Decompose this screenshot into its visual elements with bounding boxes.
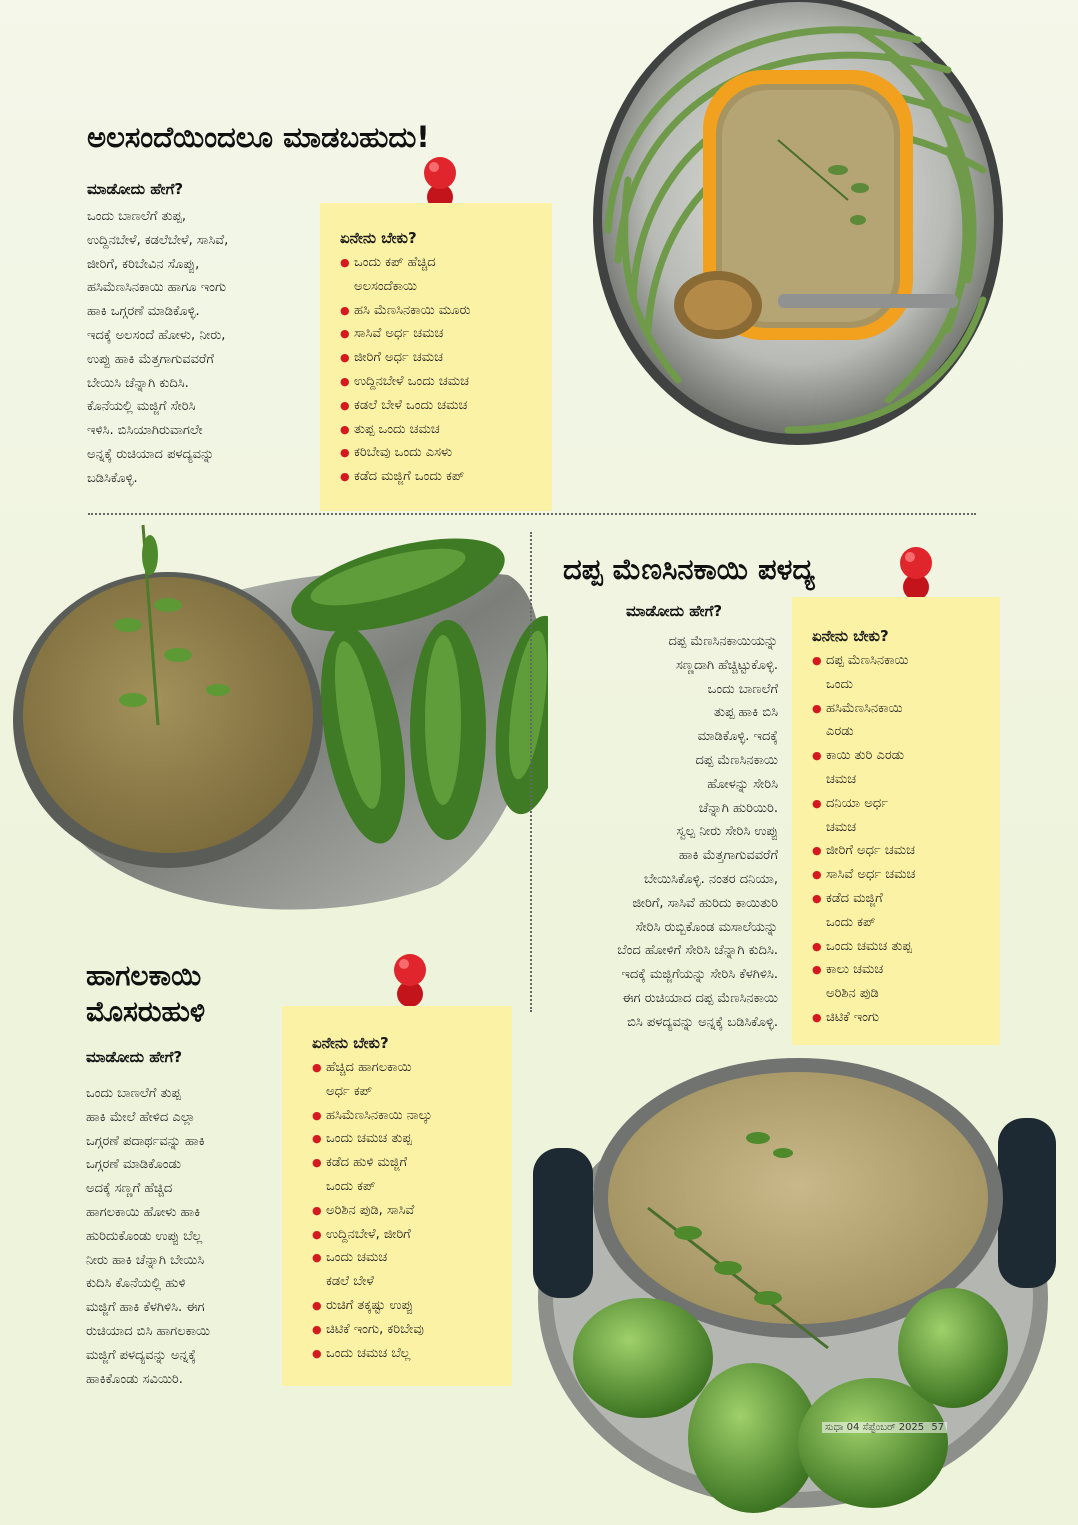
pushpin-icon (390, 952, 430, 1014)
ingredient-item: ● ಒಂದು ಕಪ್ ಹೆಚ್ಚಿದ ಅಲಸಂದೆಕಾಯಿ (340, 251, 542, 299)
method-line: ಅದಕ್ಕೆ ಸಣ್ಣಗೆ ಹೆಚ್ಚಿದ (86, 1181, 173, 1197)
ingredient-item: ● ಹೆಚ್ಚಿದ ಹಾಗಲಕಾಯಿ ಅರ್ಧ ಕಪ್ (312, 1056, 506, 1104)
photo-long-beans-dish (588, 0, 1008, 450)
recipe3-method-heading: ಮಾಡೋದು ಹೇಗೆ? (86, 1048, 183, 1066)
ingredient-item: ● ಜೀರಿಗೆ ಅರ್ಧ ಚಮಚ (340, 346, 542, 370)
photo-capsicum-dish (528, 1058, 1058, 1520)
method-line: ಬೇಯಿಸಿ ಚೆನ್ನಾಗಿ ಕುದಿಸಿ. (87, 375, 189, 391)
photo-bitter-gourd-dish (8, 515, 548, 925)
method-line: ಹಾಕಿ ಮೆತ್ತಗಾಗುವವರೆಗೆ (678, 848, 778, 864)
recipe2-method-heading: ಮಾಡೋದು ಹೇಗೆ? (626, 602, 723, 620)
ingredient-item: ● ಉದ್ದಿನಬೇಳೆ ಒಂದು ಚಮಚ (340, 370, 542, 394)
column-divider (530, 532, 532, 1012)
footer-magazine: ಸುಧಾ 04 ಸೆಪ್ಟೆಂಬರ್ 2025 (825, 1422, 925, 1433)
ingredient-item: ● ಚಿಟಿಕೆ ಇಂಗು, ಕರಿಬೇವು (312, 1318, 506, 1342)
method-line: ಕೊನೆಯಲ್ಲಿ ಮಜ್ಜಿಗೆ ಸೇರಿಸಿ (87, 399, 196, 415)
ingredient-item: ● ಕಾಲು ಚಮಚ ಅರಿಶಿನ ಪುಡಿ (812, 958, 994, 1006)
ingredient-item: ● ಕಡೆದ ಹುಳಿ ಮಜ್ಜಿಗೆ ಒಂದು ಕಪ್ (312, 1151, 506, 1199)
method-line: ಸ್ವಲ್ಪ ನೀರು ಸೇರಿಸಿ ಉಪ್ಪು (676, 824, 778, 840)
recipe1-ingredients-box (320, 203, 552, 511)
ingredient-item: ● ಕಡೆದ ಮಜ್ಜಿಗೆ ಒಂದು ಕಪ್ (812, 887, 994, 935)
ingredient-item: ● ಕಡೆದ ಮಜ್ಜಿಗೆ ಒಂದು ಕಪ್ (340, 465, 542, 489)
ingredient-item: ● ದಪ್ಪ ಮೆಣಸಿನಕಾಯಿ ಒಂದು (812, 649, 994, 697)
ingredient-item: ● ಹಸಿಮೆಣಸಿನಕಾಯಿ ಎರಡು (812, 697, 994, 745)
method-line: ಹಾಕಿ ಮೇಲೆ ಹೇಳಿದ ಎಲ್ಲಾ (86, 1109, 196, 1125)
method-line: ಹೋಳನ್ನು ಸೇರಿಸಿ (707, 776, 778, 792)
ingredient-item: ● ಅರಿಶಿನ ಪುಡಿ, ಸಾಸಿವೆ (312, 1199, 506, 1223)
page-footer (822, 1422, 947, 1433)
ingredient-item: ● ಸಾಸಿವೆ ಅರ್ಧ ಚಮಚ (340, 322, 542, 346)
ingredient-item: ● ಒಂದು ಚಮಚ ಕಡಲೆ ಬೇಳೆ (312, 1246, 506, 1294)
method-line: ಉದ್ದಿನಬೇಳೆ, ಕಡಲೆಬೇಳೆ, ಸಾಸಿವೆ, (87, 232, 229, 248)
recipe3-title (86, 958, 205, 1030)
recipe2-ingredients-box (792, 597, 1000, 1045)
method-line: ಉಪ್ಪು ಹಾಕಿ ಮೆತ್ತಗಾಗುವವರೆಗೆ (87, 351, 214, 367)
recipe1-ingredients-heading: ಏನೇನು ಬೇಕು? (340, 229, 417, 247)
method-line: ಒಂದು ಬಾಣಲೆಗೆ ತುಪ್ಪ, (87, 209, 186, 224)
ingredient-item: ● ತುಪ್ಪ ಒಂದು ಚಮಚ (340, 418, 542, 442)
method-line: ಒಂದು ಬಾಣಲೆಗೆ (707, 681, 778, 697)
method-line: ಚೆನ್ನಾಗಿ ಹುರಿಯಿರಿ. (698, 800, 778, 816)
method-line: ಒಗ್ಗರಣೆ ಮಾಡಿಕೊಂಡು (86, 1157, 181, 1173)
recipe3-title-line2: ಮೊಸರುಹುಳಿ (86, 995, 206, 1028)
method-line: ಕುದಿಸಿ ಕೊನೆಯಲ್ಲಿ ಹುಳಿ (86, 1276, 186, 1292)
recipe2-ingredients-heading: ಏನೇನು ಬೇಕು? (812, 627, 889, 645)
method-line: ದಪ್ಪ ಮೆಣಸಿನಕಾಯಿ (695, 752, 778, 768)
ingredient-item: ● ಸಾಸಿವೆ ಅರ್ಧ ಚಮಚ (812, 863, 994, 887)
ingredient-item: ● ದನಿಯಾ ಅರ್ಧ ಚಮಚ (812, 792, 994, 840)
ingredient-item: ● ಹಸಿ ಮೆಣಸಿನಕಾಯಿ ಮೂರು (340, 299, 542, 323)
method-line: ಈಗ ರುಚಿಯಾದ ದಪ್ಪ ಮೆಣಸಿನಕಾಯಿ (622, 990, 778, 1006)
ingredient-item: ● ಹಸಿಮೆಣಸಿನಕಾಯಿ ನಾಲ್ಕು (312, 1104, 506, 1128)
method-line: ಒಗ್ಗರಣೆ ಪದಾರ್ಥವನ್ನು ಹಾಕಿ (86, 1133, 205, 1149)
method-line: ಜೀರಿಗೆ, ಕರಿಬೇವಿನ ಸೊಪ್ಪು, (87, 256, 200, 272)
method-line: ನೀರು ಹಾಕಿ ಚೆನ್ನಾಗಿ ಬೇಯಿಸಿ (86, 1252, 205, 1268)
ingredient-item: ● ರುಚಿಗೆ ತಕ್ಕಷ್ಟು ಉಪ್ಪು (312, 1294, 506, 1318)
recipe2-title: ದಪ್ಪ ಮೆಣಸಿನಕಾಯಿ ಪಳದ್ಯ (563, 552, 816, 586)
ingredient-item: ● ಜೀರಿಗೆ ಅರ್ಧ ಚಮಚ (812, 839, 994, 863)
method-line: ಹಾಕಿಕೊಂಡು ಸವಿಯಿರಿ. (86, 1371, 183, 1387)
method-line: ಹಸಿಮೆಣಸಿನಕಾಯಿ ಹಾಗೂ ಇಂಗು (87, 280, 227, 296)
recipe3-ingredients-heading: ಏನೇನು ಬೇಕು? (312, 1034, 389, 1052)
recipe3-ingredients-box (282, 1006, 512, 1386)
footer-page-number: 57 (931, 1422, 945, 1433)
recipe3-method (86, 1082, 286, 1391)
method-line: ಇದಕ್ಕೆ ಅಲಸಂದೆ ಹೋಳು, ನೀರು, (87, 327, 226, 343)
recipe1-method (87, 205, 317, 491)
method-line: ಇದಕ್ಕೆ ಮಜ್ಜಿಗೆಯನ್ನು ಸೇರಿಸಿ ಕೆಳಗಿಳಿಸಿ. (621, 967, 778, 983)
ingredient-item: ● ಕಡಲೆ ಬೇಳೆ ಒಂದು ಚಮಚ (340, 394, 542, 418)
method-line: ದಪ್ಪ ಮೆಣಸಿನಕಾಯಿಯನ್ನು (668, 634, 778, 649)
method-line: ಇಳಿಸಿ. ಬಿಸಿಯಾಗಿರುವಾಗಲೇ (87, 423, 203, 439)
method-line: ಮಾಡಿಕೊಳ್ಳಿ. ಇದಕ್ಕೆ (697, 729, 778, 745)
ingredient-item: ● ಉದ್ದಿನಬೇಳೆ, ಜೀರಿಗೆ (312, 1223, 506, 1247)
recipe3-title-line1: ಹಾಗಲಕಾಯಿ (86, 959, 202, 992)
recipe2-method (540, 630, 778, 1035)
method-line: ಬೆಂದ ಹೋಳಿಗೆ ಸೇರಿಸಿ ಚೆನ್ನಾಗಿ ಕುದಿಸಿ. (617, 943, 778, 959)
method-line: ಬೇಯಿಸಿಕೊಳ್ಳಿ. ನಂತರ ದನಿಯಾ, (644, 871, 778, 887)
method-line: ಬಿಸಿ ಪಳದ್ಯವನ್ನು ಅನ್ನಕ್ಕೆ ಬಡಿಸಿಕೊಳ್ಳಿ. (627, 1014, 778, 1030)
ingredient-item: ● ಒಂದು ಚಮಚ ತುಪ್ಪ (312, 1127, 506, 1151)
method-line: ಹಾಗಲಕಾಯಿ ಹೋಳು ಹಾಕಿ (86, 1204, 201, 1220)
method-line: ಮಜ್ಜಿಗೆ ಪಳದ್ಯವನ್ನು ಅನ್ನಕ್ಕೆ (86, 1347, 197, 1363)
ingredient-item: ● ಕರಿಬೇವು ಒಂದು ಎಸಳು (340, 441, 542, 465)
recipe1-title: ಅಲಸಂದೆಯಿಂದಲೂ ಮಾಡಬಹುದು! (87, 120, 430, 154)
method-line: ಜೀರಿಗೆ, ಸಾಸಿವೆ ಹುರಿದು ಕಾಯಿತುರಿ (632, 895, 778, 911)
method-line: ಅನ್ನಕ್ಕೆ ರುಚಿಯಾದ ಪಳದ್ಯವನ್ನು (87, 446, 215, 462)
ingredient-item: ● ಕಾಯಿ ತುರಿ ಎರಡು ಚಮಚ (812, 744, 994, 792)
method-line: ಸಣ್ಣದಾಗಿ ಹೆಚ್ಚಿಟ್ಟುಕೊಳ್ಳಿ. (676, 657, 778, 673)
ingredient-item: ● ಚಿಟಿಕೆ ಇಂಗು (812, 1006, 994, 1030)
recipe1-method-heading: ಮಾಡೋದು ಹೇಗೆ? (87, 180, 184, 198)
ingredient-item: ● ಒಂದು ಚಮಚ ಬೆಲ್ಲ (312, 1342, 506, 1366)
method-line: ಮಜ್ಜಿಗೆ ಹಾಕಿ ಕೆಳಗಿಳಿಸಿ. ಈಗ (86, 1300, 205, 1316)
method-line: ತುಪ್ಪ ಹಾಕಿ ಬಿಸಿ (714, 705, 778, 721)
method-line: ಬಡಿಸಿಕೊಳ್ಳಿ. (87, 470, 138, 486)
method-line: ಸೇರಿಸಿ ರುಬ್ಬಿಕೊಂಡ ಮಸಾಲೆಯನ್ನು (635, 919, 778, 935)
ingredient-item: ● ಒಂದು ಚಮಚ ತುಪ್ಪ (812, 935, 994, 959)
method-line: ರುಚಿಯಾದ ಬಿಸಿ ಹಾಗಲಕಾಯಿ (86, 1323, 211, 1339)
method-line: ಹುರಿದುಕೊಂಡು ಉಪ್ಪು ಬೆಲ್ಲ (86, 1228, 203, 1244)
method-line: ಹಾಕಿ ಒಗ್ಗರಣೆ ಮಾಡಿಕೊಳ್ಳಿ. (87, 304, 200, 320)
method-line: ಒಂದು ಬಾಣಲೆಗೆ ತುಪ್ಪ (86, 1086, 181, 1101)
